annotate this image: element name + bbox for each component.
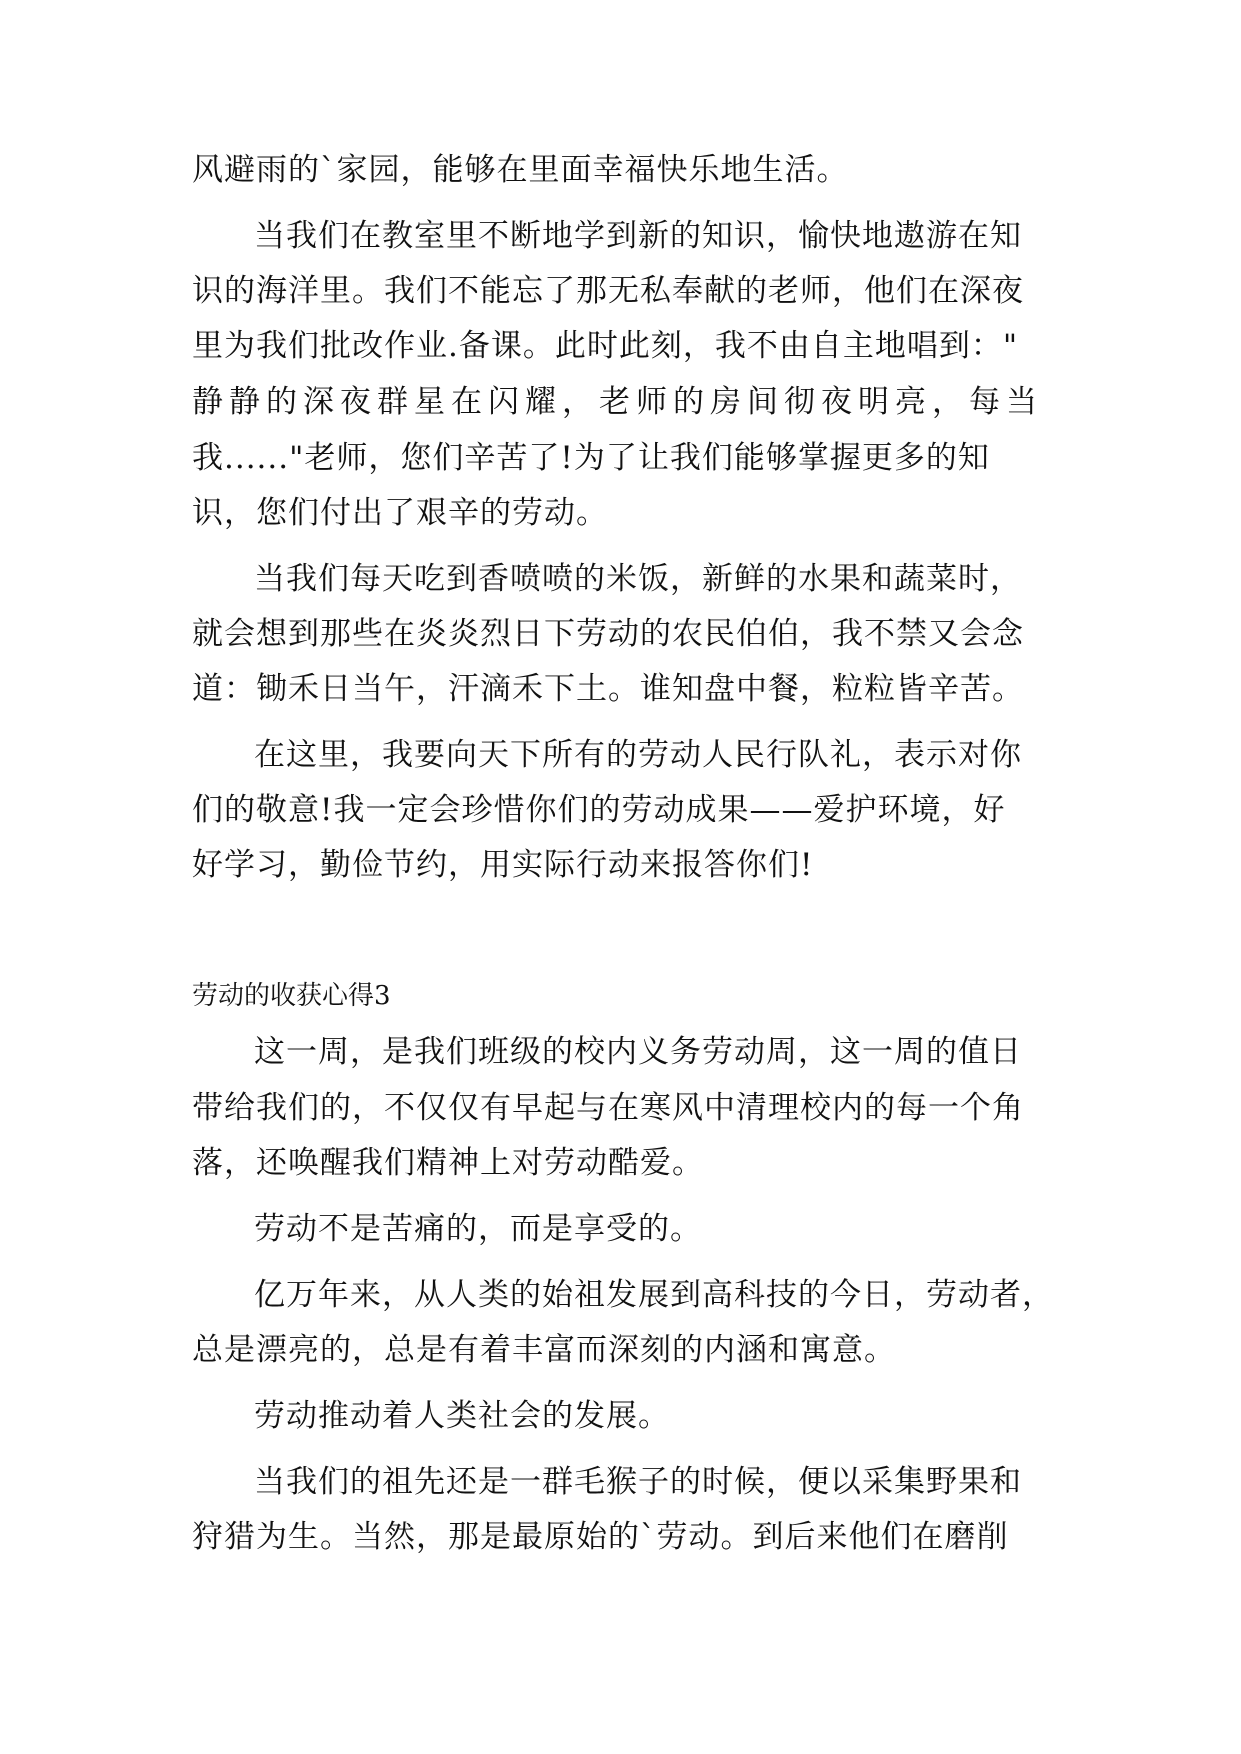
text-line: 好学习，勤俭节约，用实际行动来报答你们! xyxy=(192,847,814,883)
text-line: 风避雨的`家园，能够在里面幸福快乐地生活。 xyxy=(192,152,849,188)
paragraph-first-line: 劳动推动着人类社会的发展。 xyxy=(254,1398,670,1434)
section-heading: 劳动的收获心得3 xyxy=(192,981,391,1011)
paragraph-first-line: 当我们在教室里不断地学到新的知识，愉快地遨游在知 xyxy=(254,218,1022,254)
paragraph-first-line: 亿万年来，从人类的始祖发展到高科技的今日，劳动者， xyxy=(254,1277,1054,1313)
paragraph-first-line: 当我们每天吃到香喷喷的米饭，新鲜的水果和蔬菜时， xyxy=(254,561,1022,597)
text-line: 道：锄禾日当午，汗滴禾下土。谁知盘中餐，粒粒皆辛苦。 xyxy=(192,671,1024,707)
text-line: 里为我们批改作业.备课。此时此刻，我不由自主地唱到：" xyxy=(192,328,1019,364)
text-line: 就会想到那些在炎炎烈日下劳动的农民伯伯，我不禁又会念 xyxy=(192,616,1024,652)
text-line: 落，还唤醒我们精神上对劳动酷爱。 xyxy=(192,1145,704,1181)
text-line: 我......"老师，您们辛苦了!为了让我们能够掌握更多的知 xyxy=(192,440,990,476)
text-line: 识，您们付出了艰辛的劳动。 xyxy=(192,495,608,531)
text-line: 识的海洋里。我们不能忘了那无私奉献的老师，他们在深夜 xyxy=(192,273,1024,309)
paragraph-first-line: 劳动不是苦痛的，而是享受的。 xyxy=(254,1211,702,1247)
text-line: 们的敬意!我一定会珍惜你们的劳动成果——爱护环境，好 xyxy=(192,792,1006,828)
text-line: 狩猎为生。当然，那是最原始的`劳动。到后来他们在磨削 xyxy=(192,1519,1009,1555)
text-line: 静静的深夜群星在闪耀，老师的房间彻夜明亮，每当 xyxy=(192,384,1043,420)
paragraph-first-line: 当我们的祖先还是一群毛猴子的时候，便以采集野果和 xyxy=(254,1464,1022,1500)
paragraph-first-line: 这一周，是我们班级的校内义务劳动周，这一周的值日 xyxy=(254,1034,1022,1070)
text-line: 总是漂亮的，总是有着丰富而深刻的内涵和寓意。 xyxy=(192,1332,896,1368)
paragraph-first-line: 在这里，我要向天下所有的劳动人民行队礼，表示对你 xyxy=(254,737,1022,773)
text-line: 带给我们的，不仅仅有早起与在寒风中清理校内的每一个角 xyxy=(192,1090,1024,1126)
